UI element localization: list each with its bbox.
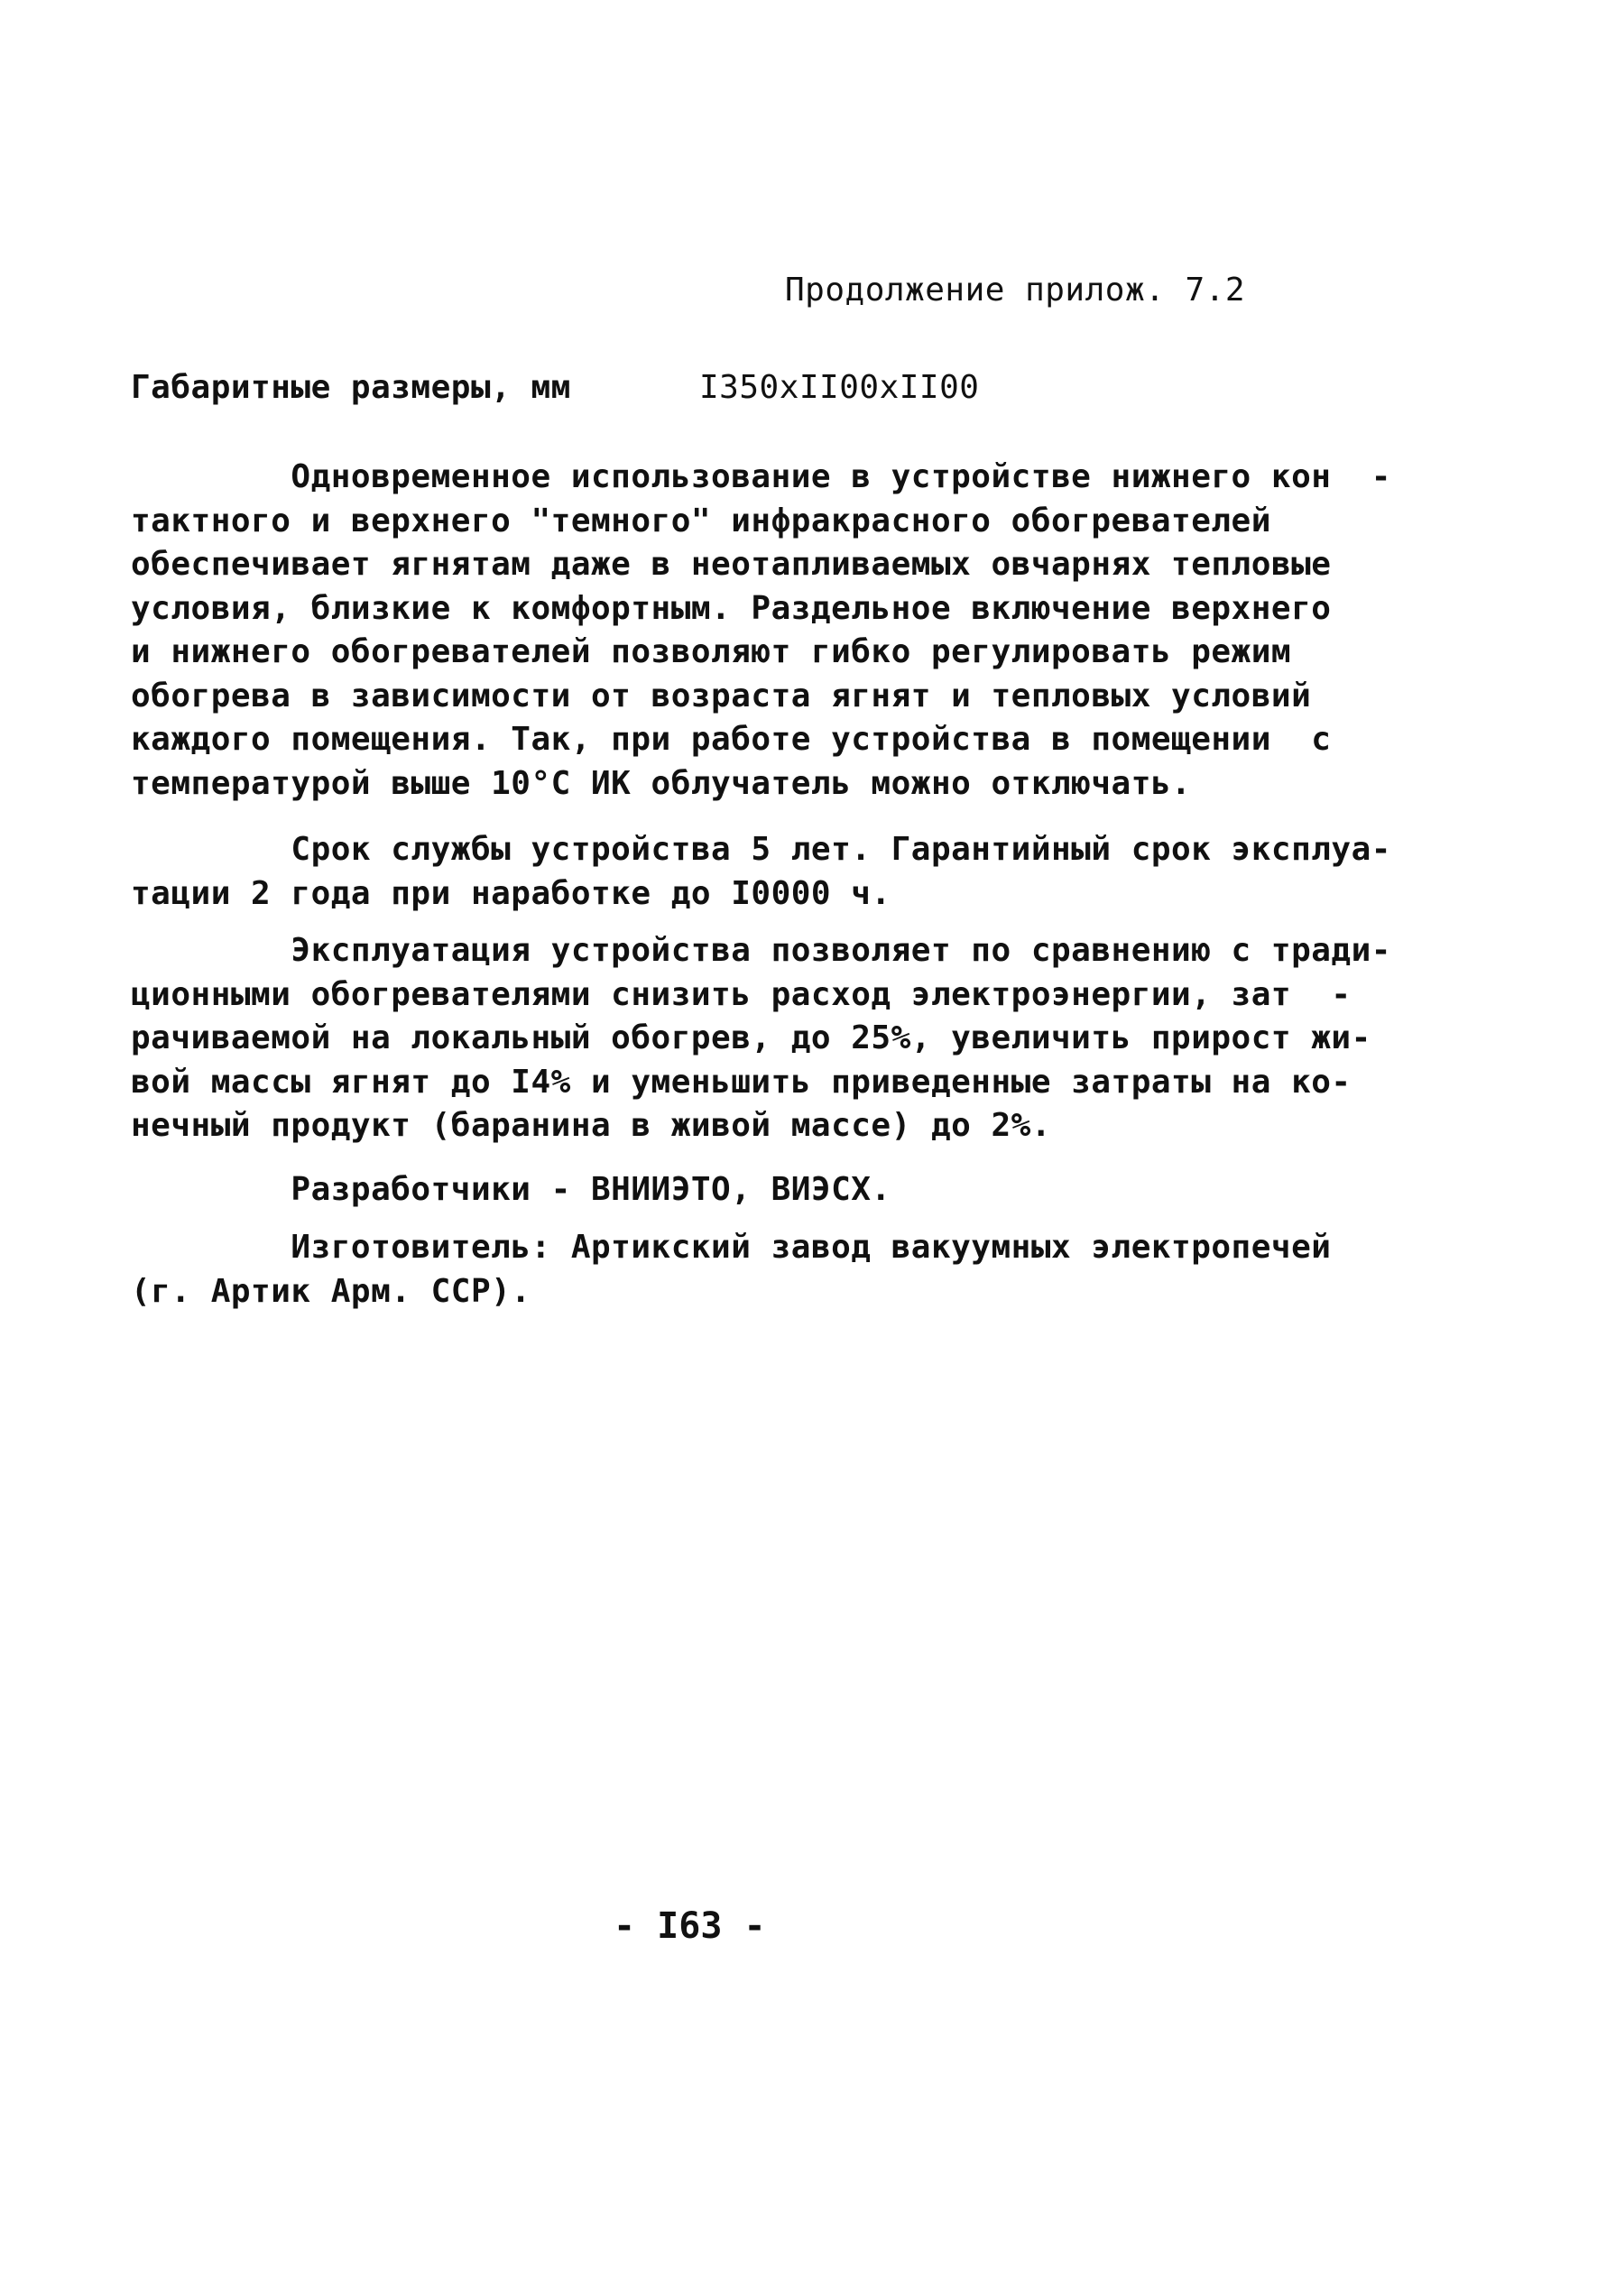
paragraph-service-life [131,828,1391,916]
text-line: рачиваемой на локальный обогрев, до 25%, увеличить прирост жи- [131,1019,1371,1056]
paragraph-heating-description [131,456,1391,806]
text-line: температурой выше 10°С ИК облучатель можно отключать. [131,764,1192,802]
dimensions-label: Габаритные размеры, мм [131,369,571,406]
dimensions-value: I350xII00xII00 [699,369,980,406]
text-line: Разработчики - ВНИИЭТО, ВИЭСХ. [131,1171,891,1208]
text-line: вой массы ягнят до I4% и уменьшить приведенные затраты на ко- [131,1063,1352,1101]
text-line: (г. Артик Арм. ССР). [131,1272,531,1310]
text-line: обеспечивает ягнятам даже в неотапливаемых овчарнях тепловые [131,546,1332,583]
text-line: условия, близкие к комфортным. Раздельное включение верхнего [131,589,1332,627]
text-line: тации 2 года при наработке до I0000 ч. [131,874,891,912]
text-line: Эксплуатация устройства позволяет по сравнению с тради- [131,932,1391,969]
text-line: Одновременное использование в устройстве нижнего кон - [131,458,1391,495]
paragraph-developers [131,1168,1250,1213]
text-line: ционными обогревателями снизить расход электроэнергии, зат - [131,975,1352,1013]
text-line: Срок службы устройства 5 лет. Гарантийный срок эксплуа- [131,831,1391,868]
page-number: - I63 - [614,1905,766,1947]
text-line: каждого помещения. Так, при работе устройства в помещении с [131,721,1332,758]
text-line: тактного и верхнего "темного" инфракрасного обогревателей [131,502,1271,539]
text-line: и нижнего обогревателей позволяют гибко регулировать режим [131,633,1292,670]
text-line: обогрева в зависимости от возраста ягнят и тепловых условий [131,677,1312,715]
paragraph-operation-benefits [131,929,1391,1148]
continuation-header: Продолжение прилож. 7.2 [785,272,1245,309]
paragraph-manufacturer [131,1226,1332,1314]
text-line: нечный продукт (баранина в живой массе) до 2%. [131,1107,1051,1144]
text-line: Изготовитель: Артикский завод вакуумных электропечей [131,1229,1332,1266]
